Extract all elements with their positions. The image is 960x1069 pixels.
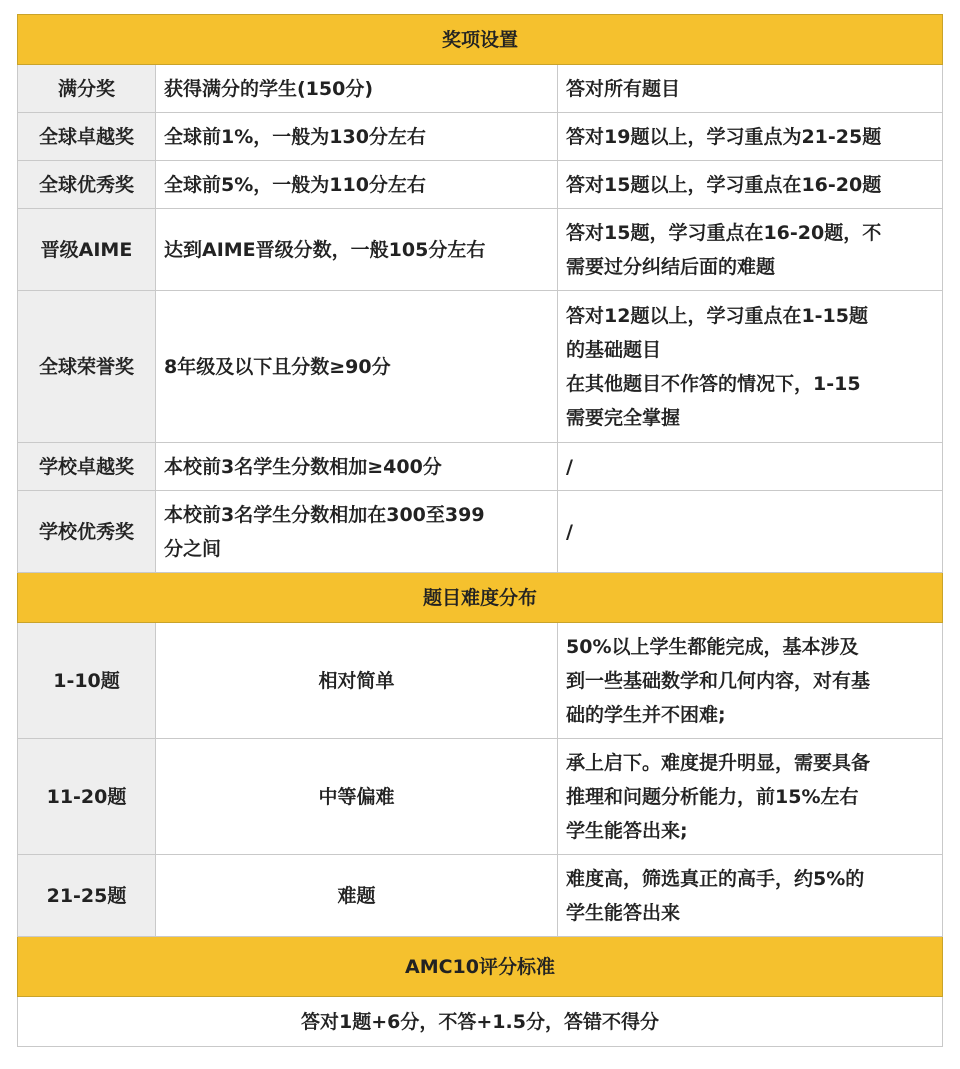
award-row [18,161,943,209]
scoring-row [18,997,943,1047]
question-range: 11-20题 [18,739,156,855]
award-criteria: 达到AIME晋级分数，一般105分左右 [156,209,558,291]
note-line: 础的学生并不困难; [566,703,726,726]
award-notes [558,443,943,491]
note-line: 答对12题以上，学习重点在1-15题 [566,304,868,327]
award-name: 学校卓越奖 [18,443,156,491]
award-notes [558,161,943,209]
note-line: 学生能答出来; [566,819,688,842]
difficulty-row [18,623,943,739]
award-row [18,65,943,113]
award-criteria [156,491,558,573]
section-title-difficulty: 题目难度分布 [18,573,943,623]
award-notes [558,209,943,291]
award-row [18,113,943,161]
note-line: 推理和问题分析能力，前15%左右 [566,785,859,808]
award-criteria: 获得满分的学生(150分) [156,65,558,113]
difficulty-row [18,739,943,855]
difficulty-notes [558,739,943,855]
difficulty-level: 相对简单 [156,623,558,739]
note-line: 的基础题目 [566,338,662,361]
question-range: 1-10题 [18,623,156,739]
section-title-awards: 奖项设置 [18,15,943,65]
section-header-row-scoring [18,937,943,997]
note-line: 承上启下。难度提升明显，需要具备 [566,751,871,774]
award-name: 晋级AIME [18,209,156,291]
note-line: 在其他题目不作答的情况下，1-15 [566,372,861,395]
awards-table-sheet [17,14,942,1047]
note-line: / [566,520,573,543]
scoring-rule: 答对1题+6分，不答+1.5分，答错不得分 [18,997,943,1047]
note-line: 难度高，筛选真正的高手，约5%的 [566,867,865,890]
award-name: 全球荣誉奖 [18,291,156,443]
award-notes [558,291,943,443]
section-title-scoring: AMC10评分标准 [18,937,943,997]
criteria-line: 分之间 [164,537,222,560]
award-name: 满分奖 [18,65,156,113]
difficulty-row [18,855,943,937]
award-criteria: 8年级及以下且分数≥90分 [156,291,558,443]
note-line: 答对所有题目 [566,77,681,100]
note-line: 需要完全掌握 [566,406,681,429]
note-line: 50%以上学生都能完成，基本涉及 [566,635,859,658]
award-criteria: 全球前5%，一般为110分左右 [156,161,558,209]
note-line: 到一些基础数学和几何内容，对有基 [566,669,871,692]
award-criteria: 本校前3名学生分数相加≥400分 [156,443,558,491]
award-name: 学校优秀奖 [18,491,156,573]
note-line: / [566,455,573,478]
award-row [18,443,943,491]
section-header-row-awards [18,15,943,65]
award-criteria: 全球前1%，一般为130分左右 [156,113,558,161]
difficulty-level: 难题 [156,855,558,937]
criteria-line: 本校前3名学生分数相加在300至399 [164,503,485,526]
note-line: 学生能答出来 [566,901,681,924]
question-range: 21-25题 [18,855,156,937]
note-line: 答对15题以上，学习重点在16-20题 [566,173,882,196]
award-notes [558,491,943,573]
award-name: 全球优秀奖 [18,161,156,209]
note-line: 需要过分纠结后面的难题 [566,255,776,278]
award-notes [558,113,943,161]
award-row [18,491,943,573]
award-row [18,291,943,443]
note-line: 答对15题，学习重点在16-20题，不 [566,221,882,244]
section-header-row-difficulty [18,573,943,623]
difficulty-notes [558,623,943,739]
note-line: 答对19题以上，学习重点为21-25题 [566,125,882,148]
award-notes [558,65,943,113]
award-row [18,209,943,291]
award-name: 全球卓越奖 [18,113,156,161]
difficulty-notes [558,855,943,937]
amc10-info-table [17,14,943,1047]
difficulty-level: 中等偏难 [156,739,558,855]
